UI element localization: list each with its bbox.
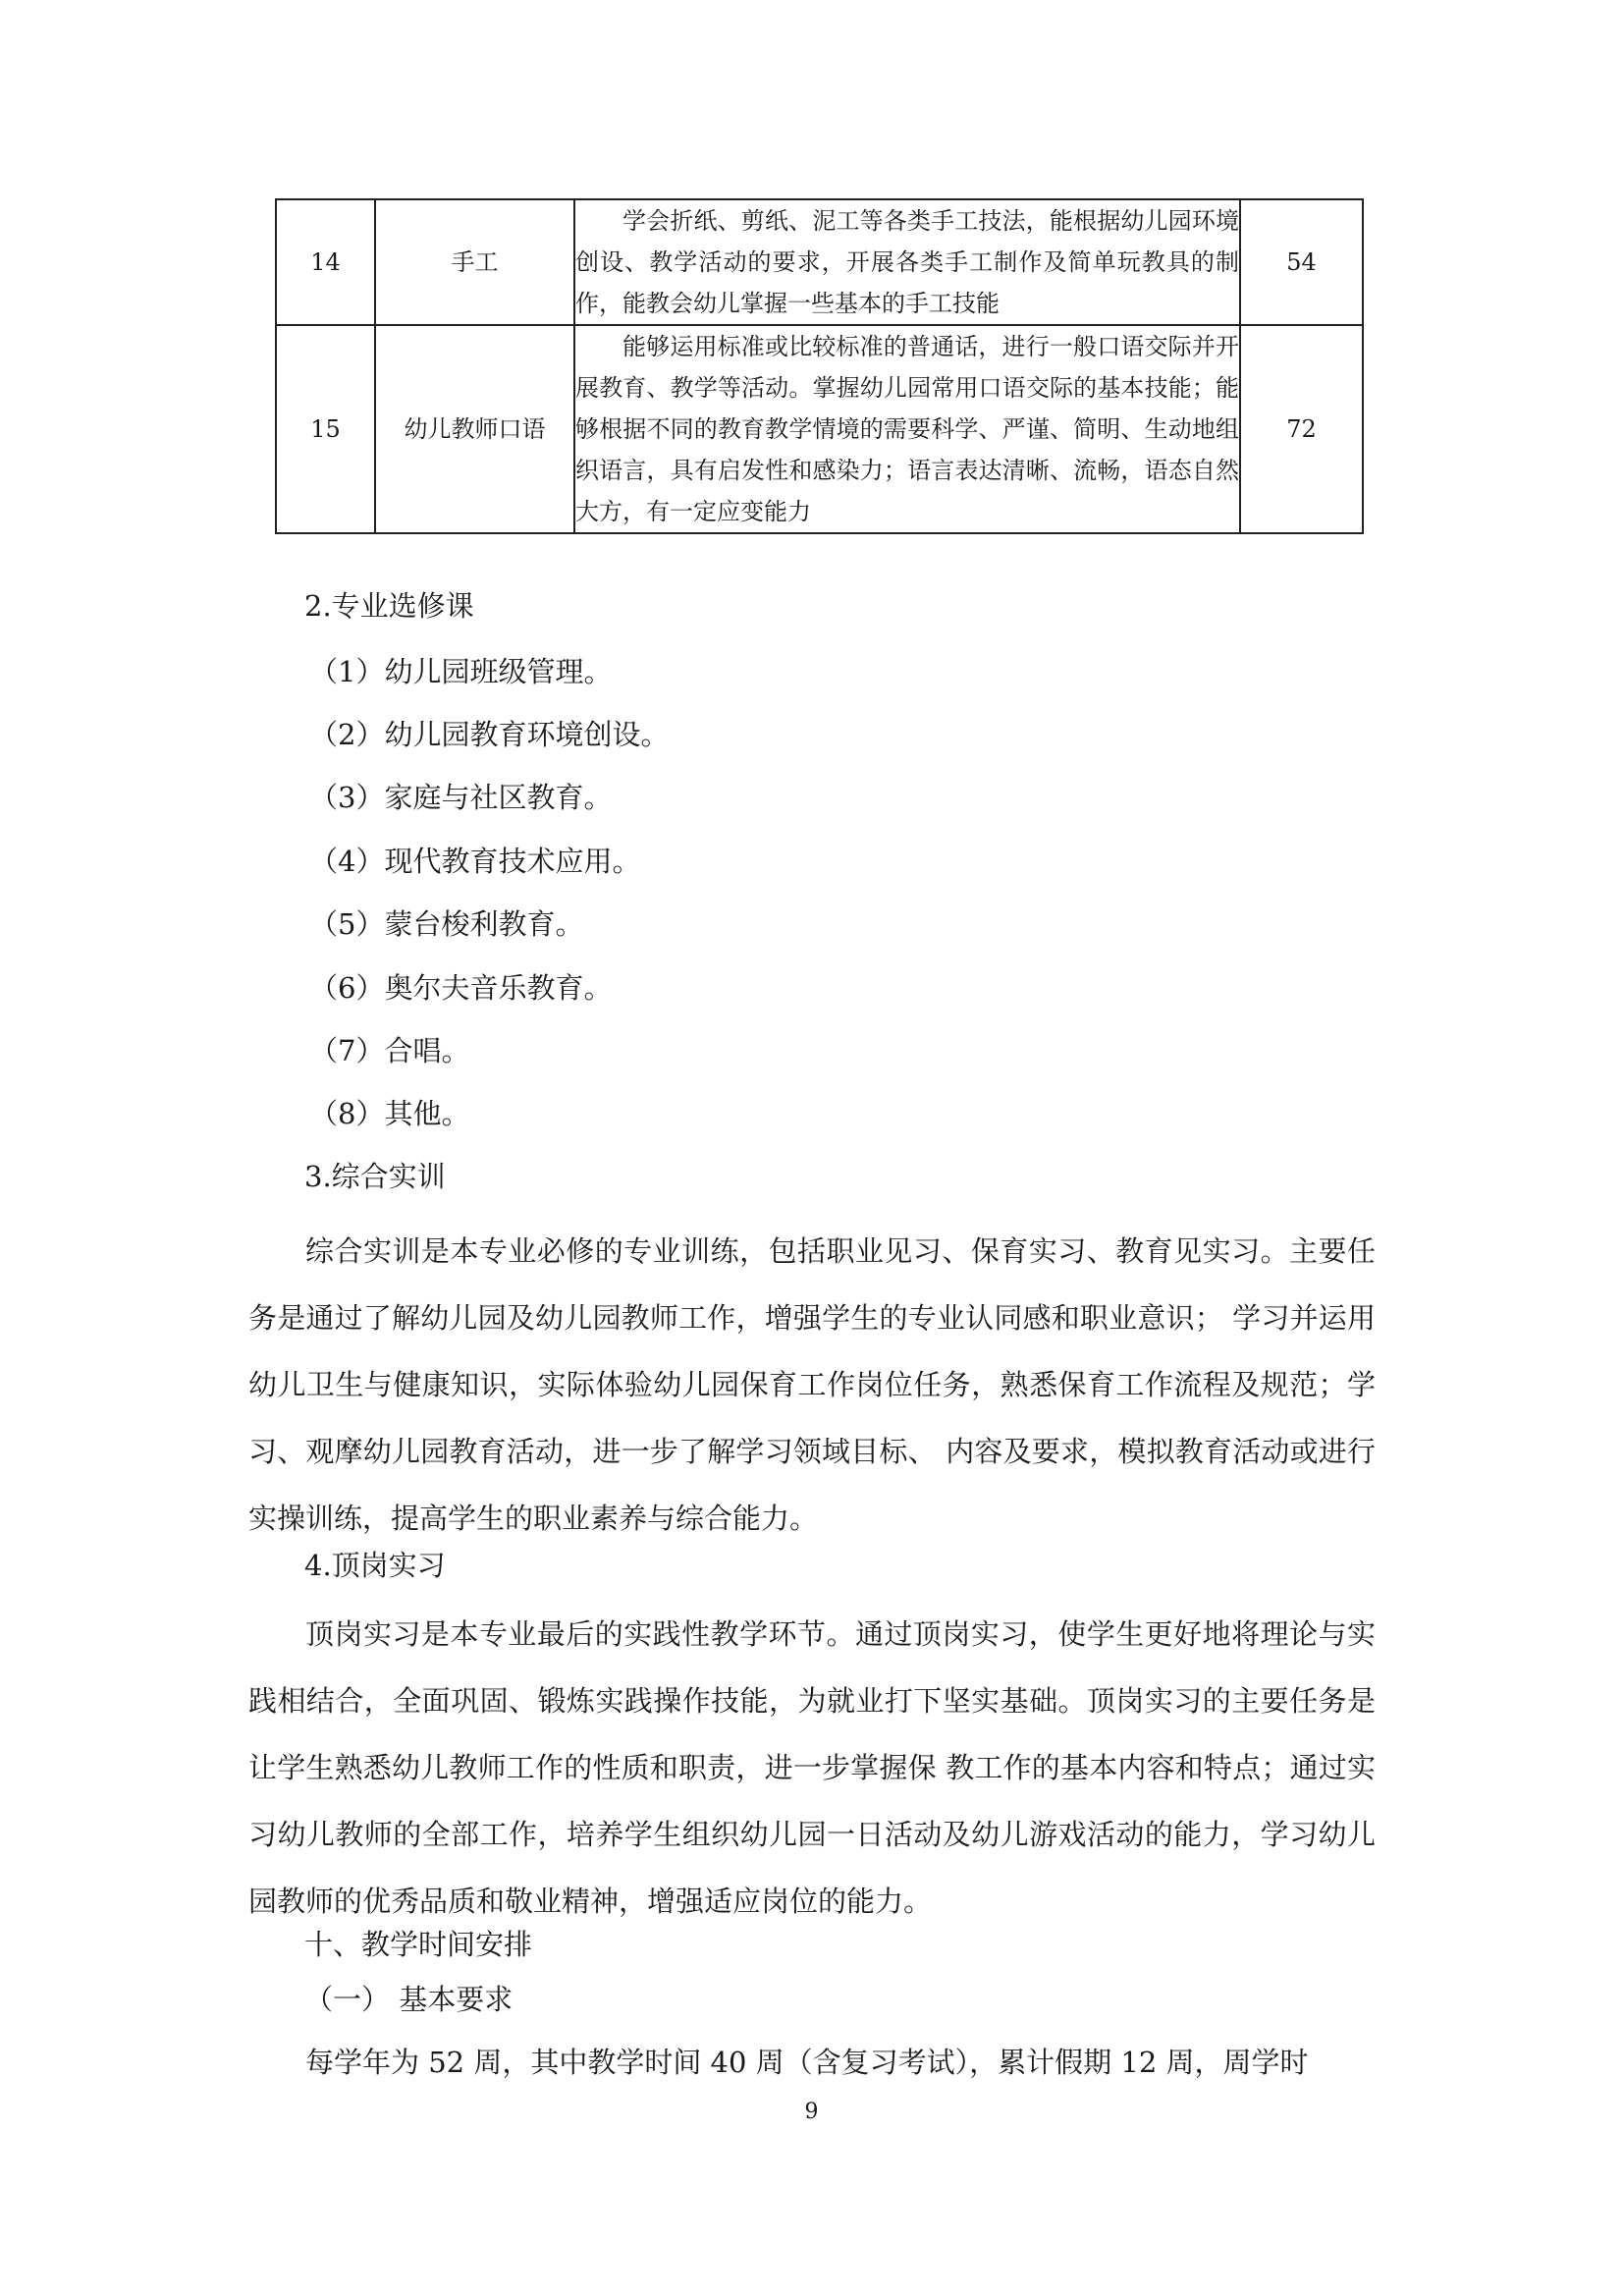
page-number: 9 — [804, 2100, 819, 2124]
section-heading: 十、教学时间安排 — [304, 1928, 533, 1961]
section-heading: 2.专业选修课 — [304, 589, 474, 623]
course-description-text: 学会折纸、剪纸、泥工等各类手工技法，能根据幼儿园环境创设、教学活动的要求，开展各类手工制作及简单玩教具的制作，能教会幼儿掌握一些基本的手工技能 — [575, 207, 1240, 317]
course-number: 15 — [276, 325, 375, 533]
course-name: 幼儿教师口语 — [375, 325, 574, 533]
subsection-heading: （一） 基本要求 — [304, 1983, 514, 2016]
list-item: （1）幼儿园班级管理。 — [309, 655, 613, 688]
list-item: （6）奥尔夫音乐教育。 — [309, 971, 613, 1005]
paragraph: 顶岗实习是本专业最后的实践性教学环节。通过顶岗实习，使学生更好地将理论与实践相结合，全面巩固、锻炼实践操作技能，为就业打下坚实基础。顶岗实习的主要任务是让学生熟悉幼儿教师工作的性质和职责，进一步掌握保 教工作的基本内容和特点；通过实习幼儿教师的全部工作，培养学生组织幼儿园一日活动及幼儿游戏活动的能力，学习幼儿园教师的优秀品质和敬业精神，增强适应岗位的能力。 — [248, 1617, 1376, 1918]
course-name: 手工 — [375, 199, 574, 325]
list-item: （7）合唱。 — [309, 1034, 470, 1067]
list-item: （8）其他。 — [309, 1097, 470, 1130]
section-heading: 4.顶岗实习 — [304, 1549, 446, 1582]
table-row — [276, 199, 1363, 325]
paragraph: 每学年为 52 周，其中教学时间 40 周（含复习考试），累计假期 12 周，周学时 — [305, 2046, 1309, 2079]
course-description — [574, 199, 1240, 325]
course-number: 14 — [276, 199, 375, 325]
course-hours: 72 — [1240, 325, 1363, 533]
course-description — [574, 325, 1240, 533]
list-item: （3）家庭与社区教育。 — [309, 781, 613, 814]
section-heading: 3.综合实训 — [304, 1160, 446, 1193]
list-item: （2）幼儿园教育环境创设。 — [309, 718, 670, 751]
course-description-text: 能够运用标准或比较标准的普通话，进行一般口语交际并开展教育、教学等活动。掌握幼儿园常用口语交际的基本技能；能够根据不同的教育教学情境的需要科学、严谨、简明、生动地组织语言，具有启发性和感染力；语言表达清晰、流畅，语态自然大方，有一定应变能力 — [575, 333, 1240, 525]
paragraph: 综合实训是本专业必修的专业训练，包括职业见习、保育实习、教育见实习。主要任务是通过了解幼儿园及幼儿园教师工作，增强学生的专业认同感和职业意识； 学习并运用幼儿卫生与健康知识，实际体验幼儿园保育工作岗位任务，熟悉保育工作流程及规范；学习、观摩幼儿园教育活动，进一步了解学习领域目标、 内容及要求，模拟教育活动或进行实操训练，提高学生的职业素养与综合能力。 — [248, 1234, 1376, 1535]
course-table — [275, 198, 1364, 534]
course-hours: 54 — [1240, 199, 1363, 325]
table-row — [276, 325, 1363, 533]
list-item: （4）现代教育技术应用。 — [309, 845, 641, 878]
list-item: （5）蒙台梭利教育。 — [309, 907, 584, 941]
